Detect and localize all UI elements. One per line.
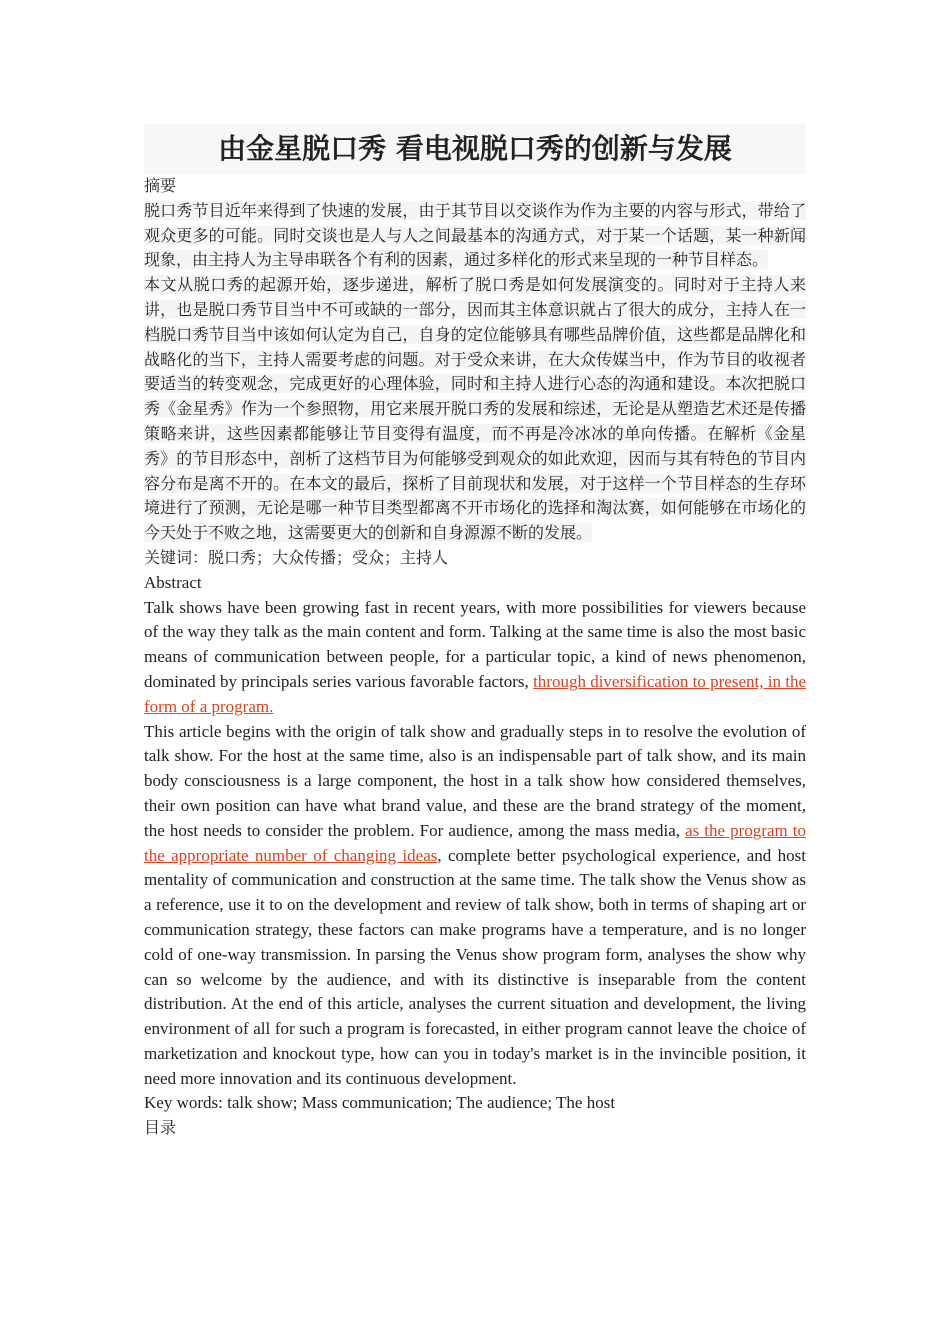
abstract-en-p1-text: Talk shows have been growing fast in recent years, with more possibilities for viewers because of the way they talk as the main content and form. Talking at the same time is also the most basic means of communication between people, for a particular topic, a kind of news phenomenon, dominated by principals series various favorable factors, bbox=[144, 597, 806, 691]
toc-heading: 目录 bbox=[144, 1118, 177, 1138]
abstract-cn-heading: 摘要 bbox=[144, 176, 177, 195]
abstract-cn-paragraph-1-text: 脱口秀节目近年来得到了快速的发展，由于其节目以交谈作为作为主要的内容与形式，带给了观众更多的可能。同时交谈也是人与人之间最基本的沟通方式，对于某一个话题，某一种新闻现象，由主持人为主导串联各个有利的因素，通过多样化的形式来呈现的一种节目样态。 bbox=[144, 200, 806, 270]
abstract-cn-paragraph-2-text: 本文从脱口秀的起源开始，逐步递进，解析了脱口秀是如何发展演变的。同时对于主持人来讲，也是脱口秀节目当中不可或缺的一部分，因而其主体意识就占了很大的成分，主持人在一档脱口秀节目当中该如何认定为自己，自身的定位能够具有哪些品牌价值，这些都是品牌化和战略化的当下，主持人需要考虑的问题。对于受众来讲，在大众传媒当中，作为节目的收视者要适当的转变观念，完成更好的心理体验，同时和主持人进行心态的沟通和建设。本次把脱口秀《金星秀》作为一个参照物，用它来展开脱口秀的发展和综述，无论是从塑造艺术还是传播策略来讲，这些因素都能够让节目变得有温度，而不再是冷冰冰的单向传播。在解析《金星秀》的节目形态中，剖析了这档节目为何能够受到观众的如此欢迎，因而与其有特色的节目内容分布是离不开的。在本文的最后，探析了目前现状和发展，对于这样一个节目样态的生存环境进行了预测，无论是哪一种节目类型都离不开市场化的选择和淘汰赛，如何能够在市场化的今天处于不败之地，这需要更大的创新和自身源源不断的发展。 bbox=[144, 275, 806, 543]
abstract-en-heading: Abstract bbox=[144, 572, 202, 592]
abstract-cn-keywords: 关键词：脱口秀；大众传播；受众；主持人 bbox=[144, 547, 449, 567]
abstract-en-paragraph-1 bbox=[144, 596, 806, 720]
document-title: 由金星脱口秀 看电视脱口秀的创新与发展 bbox=[144, 124, 806, 174]
abstract-cn-paragraph-1 bbox=[144, 199, 806, 273]
abstract-en-p2-link[interactable]: as the program to the appropriate number of changing ideas bbox=[144, 820, 806, 865]
abstract-cn-paragraph-2 bbox=[144, 273, 806, 546]
document-page bbox=[144, 124, 806, 1141]
abstract-en-p2-text-before: This article begins with the origin of talk show and gradually steps in to resolve the evolution of talk show. For the host at the same time, also is an indispensable part of talk show, and its main body consciousness is a large component, the host in a talk show how considered themselves, their own position can have what brand value, and these are the brand strategy of the moment, the host needs to consider the problem. For audience, among the mass media, bbox=[144, 721, 806, 840]
abstract-en-p1-link[interactable]: through diversification to present, in the form of a program. bbox=[144, 671, 806, 716]
abstract-en-paragraph-2 bbox=[144, 720, 806, 1092]
abstract-en-keywords: Key words: talk show; Mass communication; The audience; The host bbox=[144, 1093, 616, 1113]
abstract-en-p2-text-after: , complete better psychological experience, and host mentality of communication and construction at the same time. The talk show the Venus show as a reference, use it to on the development and review of talk show, both in terms of shaping art or communication strategy, these factors can make programs have a temperature, and is no longer cold of one-way transmission. In parsing the Venus show program form, analyses the show why can so welcome by the audience, and with its distinctive is inseparable from the content distribution. At the end of this article, analyses the current situation and development, the living environment of all for such a program is forecasted, in either program cannot leave the choice of marketization and knockout type, how can you in today's market is in the invincible position, it need more innovation and its continuous development. bbox=[144, 845, 806, 1088]
